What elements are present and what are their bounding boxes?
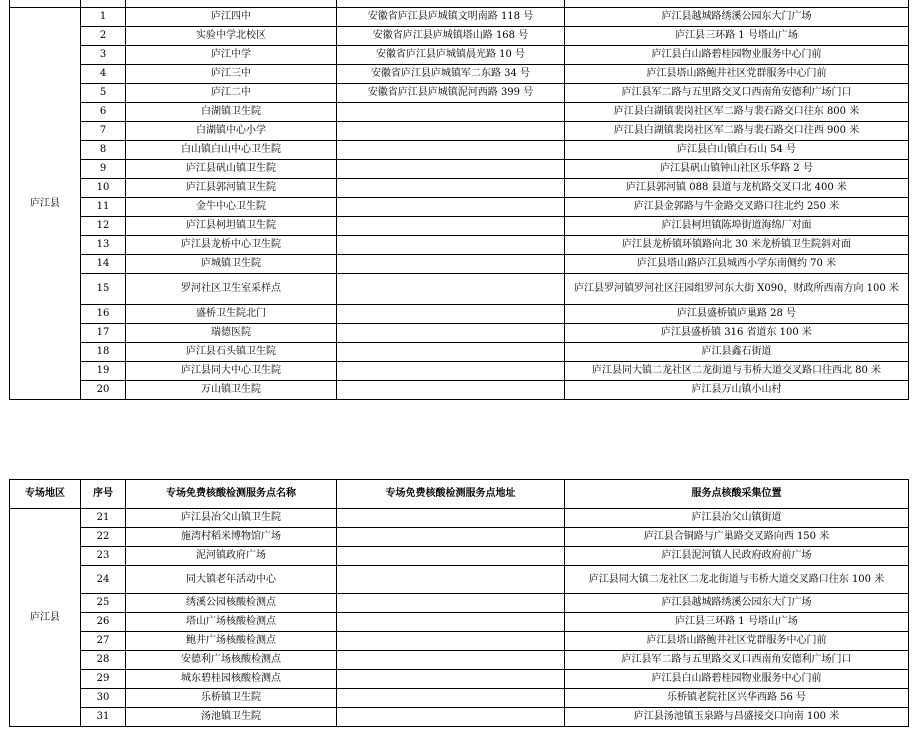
address-cell: 安徽省庐江县庐城镇军二东路 34 号	[337, 65, 565, 84]
address-cell	[337, 362, 565, 381]
location-cell: 庐江县越城路绣溪公园东大门广场	[565, 8, 909, 27]
testing-sites-table-2	[9, 479, 909, 727]
name-cell: 庐江三中	[126, 65, 337, 84]
seq-cell: 18	[81, 343, 126, 362]
table-row	[10, 632, 909, 651]
seq-cell: 17	[81, 324, 126, 343]
table-row	[10, 343, 909, 362]
name-cell: 泥河镇政府广场	[126, 547, 337, 566]
table-row	[10, 8, 909, 27]
header-location: 服务点核酸采集位置	[565, 480, 909, 509]
name-cell: 绣溪公园核酸检测点	[126, 594, 337, 613]
table-row	[10, 670, 909, 689]
header-cell	[337, 0, 565, 8]
header-address: 专场免费核酸检测服务点地址	[337, 480, 565, 509]
location-cell: 庐江县塔山路庐江县城西小学东南侧约 70 米	[565, 255, 909, 274]
table-row	[10, 27, 909, 46]
table-row	[10, 594, 909, 613]
address-cell: 安徽省庐江县庐城镇文明南路 118 号	[337, 8, 565, 27]
table-2-header-row	[10, 480, 909, 509]
address-cell	[337, 566, 565, 594]
name-cell: 汤池镇卫生院	[126, 708, 337, 727]
address-cell	[337, 122, 565, 141]
seq-cell: 28	[81, 651, 126, 670]
table-row	[10, 84, 909, 103]
name-cell: 安德利广场核酸检测点	[126, 651, 337, 670]
name-cell: 白湖镇中心小学	[126, 122, 337, 141]
name-cell: 同大镇老年活动中心	[126, 566, 337, 594]
name-cell: 罗河社区卫生室采样点	[126, 274, 337, 305]
name-cell: 塔山广场核酸检测点	[126, 613, 337, 632]
name-cell: 庐江四中	[126, 8, 337, 27]
name-cell: 庐江县冶父山镇卫生院	[126, 509, 337, 528]
address-cell	[337, 613, 565, 632]
name-cell: 城东碧桂园核酸检测点	[126, 670, 337, 689]
address-cell	[337, 198, 565, 217]
table-row	[10, 179, 909, 198]
name-cell: 万山镇卫生院	[126, 381, 337, 400]
table-row	[10, 198, 909, 217]
table-row	[10, 708, 909, 727]
table-row	[10, 547, 909, 566]
seq-cell: 20	[81, 381, 126, 400]
location-cell: 庐江县同大镇二龙社区二龙北街道与韦桥大道交叉路口往东 100 米	[565, 566, 909, 594]
name-cell: 白湖镇卫生院	[126, 103, 337, 122]
seq-cell: 22	[81, 528, 126, 547]
address-cell	[337, 103, 565, 122]
seq-cell: 7	[81, 122, 126, 141]
name-cell: 白山镇白山中心卫生院	[126, 141, 337, 160]
name-cell: 鲍井广场核酸检测点	[126, 632, 337, 651]
address-cell	[337, 708, 565, 727]
testing-sites-table-1	[9, 0, 909, 400]
location-cell: 庐江县冶父山镇街道	[565, 509, 909, 528]
location-cell: 庐江县盛桥镇 316 省道东 100 米	[565, 324, 909, 343]
table-2-body	[10, 509, 909, 727]
location-cell: 庐江县越城路绣溪公园东大门广场	[565, 594, 909, 613]
location-cell: 庐江县军二路与五里路交叉口西南角安德利广场门口	[565, 84, 909, 103]
table-1-header-row	[10, 0, 909, 8]
address-cell	[337, 217, 565, 236]
table-row	[10, 103, 909, 122]
table-row	[10, 528, 909, 547]
seq-cell: 15	[81, 274, 126, 305]
table-row	[10, 324, 909, 343]
seq-cell: 21	[81, 509, 126, 528]
address-cell	[337, 651, 565, 670]
seq-cell: 25	[81, 594, 126, 613]
table-row	[10, 613, 909, 632]
address-cell	[337, 141, 565, 160]
table-row	[10, 255, 909, 274]
header-name: 专场免费核酸检测服务点名称	[126, 480, 337, 509]
name-cell: 庐江二中	[126, 84, 337, 103]
name-cell: 庐江县矾山镇卫生院	[126, 160, 337, 179]
seq-cell: 2	[81, 27, 126, 46]
seq-cell: 16	[81, 305, 126, 324]
seq-cell: 10	[81, 179, 126, 198]
seq-cell: 27	[81, 632, 126, 651]
name-cell: 施湾村稻米博物馆广场	[126, 528, 337, 547]
table-row	[10, 274, 909, 305]
name-cell: 庐江县郭河镇卫生院	[126, 179, 337, 198]
table-row	[10, 236, 909, 255]
seq-cell: 3	[81, 46, 126, 65]
name-cell: 盛桥卫生院北门	[126, 305, 337, 324]
name-cell: 金牛中心卫生院	[126, 198, 337, 217]
table-row	[10, 141, 909, 160]
seq-cell: 30	[81, 689, 126, 708]
table-row	[10, 46, 909, 65]
location-cell: 庐江县郭河镇 088 县道与龙杭路交叉口北 400 米	[565, 179, 909, 198]
location-cell: 庐江县金郭路与牛金路交叉路口往北约 250 米	[565, 198, 909, 217]
header-cell	[565, 0, 909, 8]
header-seq: 序号	[81, 480, 126, 509]
location-cell: 庐江县柯坦镇陈埠街道海绵厂对面	[565, 217, 909, 236]
location-cell: 庐江县盛桥镇庐巢路 28 号	[565, 305, 909, 324]
location-cell: 庐江县三环路 1 号塔山广场	[565, 613, 909, 632]
seq-cell: 19	[81, 362, 126, 381]
table-row	[10, 689, 909, 708]
table-row	[10, 305, 909, 324]
name-cell: 庐城镇卫生院	[126, 255, 337, 274]
name-cell: 乐桥镇卫生院	[126, 689, 337, 708]
table-row	[10, 509, 909, 528]
address-cell	[337, 670, 565, 689]
location-cell: 乐桥镇老院社区兴华西路 56 号	[565, 689, 909, 708]
seq-cell: 8	[81, 141, 126, 160]
address-cell	[337, 594, 565, 613]
table-row	[10, 65, 909, 84]
seq-cell: 23	[81, 547, 126, 566]
address-cell	[337, 324, 565, 343]
location-cell: 庐江县龙桥镇环镇路向北 30 米龙桥镇卫生院斜对面	[565, 236, 909, 255]
address-cell	[337, 509, 565, 528]
location-cell: 庐江县矾山镇钟山社区乐华路 2 号	[565, 160, 909, 179]
address-cell	[337, 343, 565, 362]
location-cell: 庐江县白山路碧桂园物业服务中心门前	[565, 670, 909, 689]
name-cell: 庐江县石头镇卫生院	[126, 343, 337, 362]
header-cell	[126, 0, 337, 8]
location-cell: 庐江县合铜路与广巢路交叉路向西 150 米	[565, 528, 909, 547]
seq-cell: 14	[81, 255, 126, 274]
seq-cell: 9	[81, 160, 126, 179]
location-cell: 庐江县万山镇小山村	[565, 381, 909, 400]
address-cell	[337, 255, 565, 274]
region-cell: 庐江县	[10, 509, 81, 727]
seq-cell: 6	[81, 103, 126, 122]
seq-cell: 5	[81, 84, 126, 103]
location-cell: 庐江县罗河镇罗河社区汪园组罗河东大街 X090，财政所西南方向 100 米	[565, 274, 909, 305]
header-region: 专场地区	[10, 480, 81, 509]
table-row	[10, 651, 909, 670]
address-cell: 安徽省庐江县庐城镇晨光路 10 号	[337, 46, 565, 65]
location-cell: 庐江县同大镇二龙社区二龙街道与韦桥大道交叉路口往西北 80 米	[565, 362, 909, 381]
seq-cell: 11	[81, 198, 126, 217]
address-cell	[337, 547, 565, 566]
seq-cell: 12	[81, 217, 126, 236]
location-cell: 庐江县塔山路鲍井社区党群服务中心门前	[565, 65, 909, 84]
address-cell	[337, 236, 565, 255]
address-cell: 安徽省庐江县庐城镇泥河西路 399 号	[337, 84, 565, 103]
name-cell: 庐江县龙桥中心卫生院	[126, 236, 337, 255]
location-cell: 庐江县汤池镇玉泉路与昌盛接交口向南 100 米	[565, 708, 909, 727]
seq-cell: 26	[81, 613, 126, 632]
header-cell	[81, 0, 126, 8]
seq-cell: 4	[81, 65, 126, 84]
location-cell: 庐江县白湖镇裴岗社区军二路与裴石路交口往西 900 米	[565, 122, 909, 141]
address-cell: 安徽省庐江县庐城镇塔山路 168 号	[337, 27, 565, 46]
name-cell: 瑞德医院	[126, 324, 337, 343]
address-cell	[337, 305, 565, 324]
address-cell	[337, 528, 565, 547]
address-cell	[337, 179, 565, 198]
seq-cell: 1	[81, 8, 126, 27]
seq-cell: 13	[81, 236, 126, 255]
location-cell: 庐江县白山路碧桂园物业服务中心门前	[565, 46, 909, 65]
table-row	[10, 566, 909, 594]
location-cell: 庐江县白山镇白石山 54 号	[565, 141, 909, 160]
address-cell	[337, 689, 565, 708]
table-1-body	[10, 0, 909, 400]
name-cell: 庐江中学	[126, 46, 337, 65]
table-row	[10, 381, 909, 400]
address-cell	[337, 632, 565, 651]
name-cell: 庐江县同大中心卫生院	[126, 362, 337, 381]
address-cell	[337, 381, 565, 400]
location-cell: 庐江县鑫石街道	[565, 343, 909, 362]
location-cell: 庐江县白湖镇裴岗社区军二路与裴石路交口往东 800 米	[565, 103, 909, 122]
seq-cell: 31	[81, 708, 126, 727]
table-row	[10, 160, 909, 179]
seq-cell: 29	[81, 670, 126, 689]
name-cell: 庐江县柯坦镇卫生院	[126, 217, 337, 236]
location-cell: 庐江县泥河镇人民政府政府前广场	[565, 547, 909, 566]
region-cell: 庐江县	[10, 8, 81, 400]
address-cell	[337, 274, 565, 305]
address-cell	[337, 160, 565, 179]
name-cell: 实验中学北校区	[126, 27, 337, 46]
table-row	[10, 122, 909, 141]
header-cell	[10, 0, 81, 8]
location-cell: 庐江县塔山路鲍井社区党群服务中心门前	[565, 632, 909, 651]
location-cell: 庐江县三环路 1 号塔山广场	[565, 27, 909, 46]
table-row	[10, 217, 909, 236]
seq-cell: 24	[81, 566, 126, 594]
location-cell: 庐江县军二路与五里路交叉口西南角安德利广场门口	[565, 651, 909, 670]
table-row	[10, 362, 909, 381]
